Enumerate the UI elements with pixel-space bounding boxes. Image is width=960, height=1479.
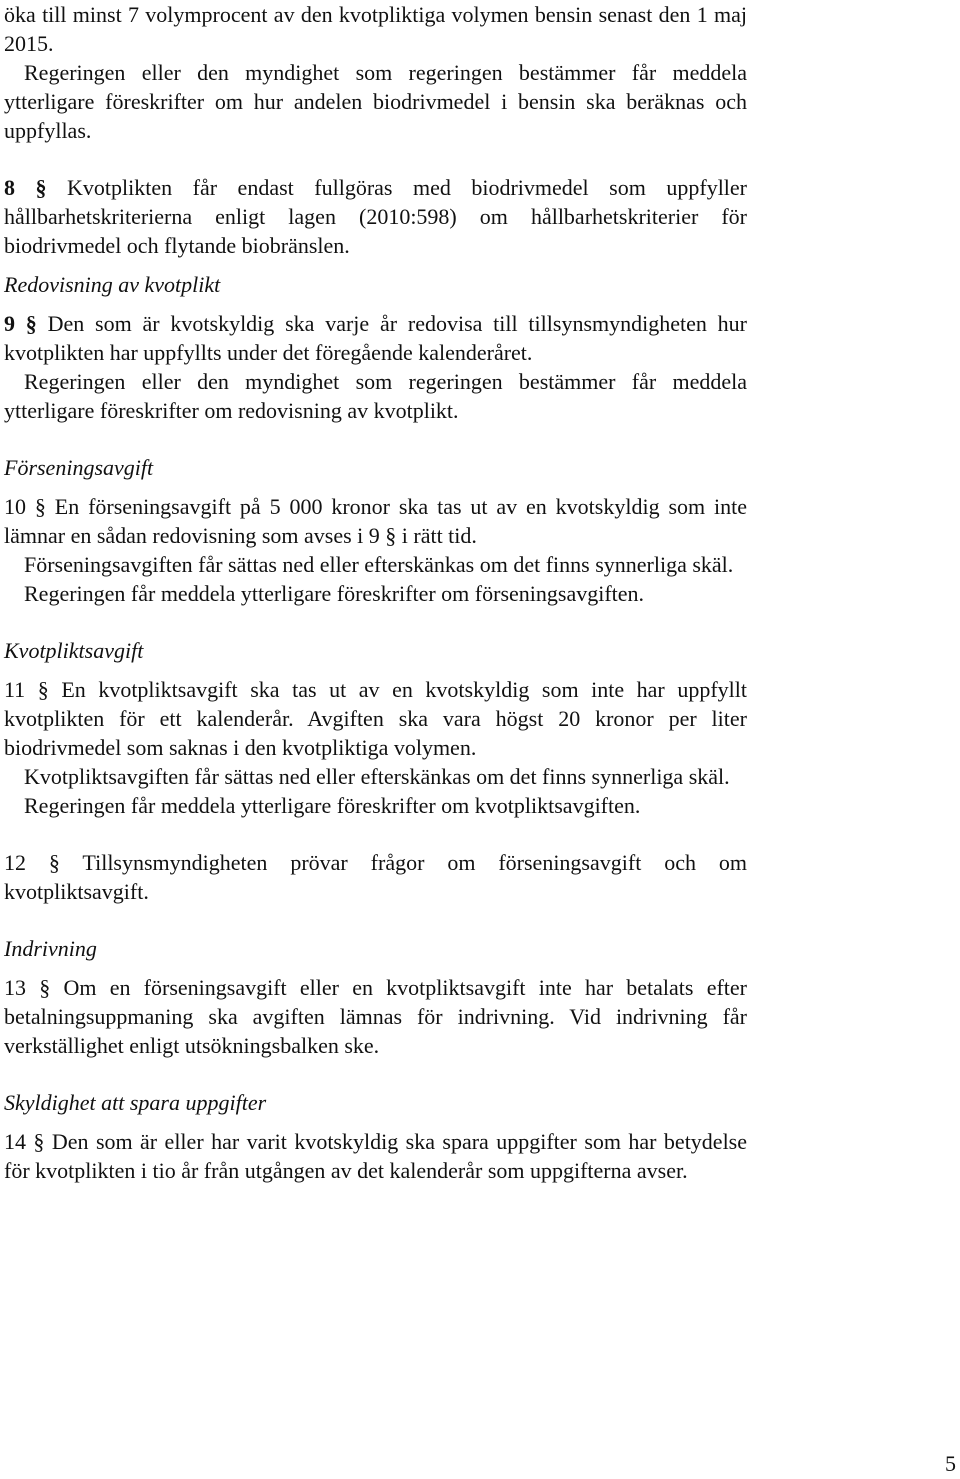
- section-12: [4, 848, 747, 906]
- heading-forseningsavgift: Förseningsavgift: [4, 455, 154, 480]
- section-8-number: 8 §: [4, 175, 47, 200]
- section-11-paragraph-2: Kvotpliktsavgiften får sättas ned eller efterskänkas om det finns synnerliga skäl.: [24, 764, 730, 789]
- section-9-text: Den som är kvotskyldig ska varje år redovisa till tillsynsmyndigheten hur kvotplikten har uppfyllts under det föregående kalenderåret.: [4, 311, 747, 365]
- intro-paragraph-2: Regeringen eller den myndighet som regeringen bestämmer får meddela ytterligare föreskrifter om hur andelen biodrivmedel i bensin ska beräknas och uppfyllas.: [4, 60, 747, 143]
- intro-paragraph-1: öka till minst 7 volymprocent av den kvotpliktiga volymen bensin senast den 1 maj 2015.: [4, 2, 747, 56]
- heading-redovisning: Redovisning av kvotplikt: [4, 272, 221, 297]
- section-14: [4, 1127, 747, 1185]
- section-9-number: 9 §: [4, 311, 37, 336]
- section-10-number: 10 §: [4, 494, 46, 519]
- section-9-paragraph-2: Regeringen eller den myndighet som regeringen bestämmer får meddela ytterligare föreskrifter om redovisning av kvotplikt.: [4, 369, 747, 423]
- document-page: [4, 0, 747, 1185]
- section-13-number: 13 §: [4, 975, 51, 1000]
- page-number: 5: [945, 1451, 956, 1476]
- section-12-number: 12 §: [4, 850, 60, 875]
- section-11-paragraph-3: Regeringen får meddela ytterligare föreskrifter om kvotpliktsavgiften.: [24, 793, 641, 818]
- section-13: [4, 973, 747, 1060]
- heading-skyldighet: Skyldighet att spara uppgifter: [4, 1090, 267, 1115]
- section-8: [4, 173, 747, 260]
- section-12-text: Tillsynsmyndigheten prövar frågor om förseningsavgift och om kvotpliktsavgift.: [4, 850, 748, 904]
- section-8-text: Kvotplikten får endast fullgöras med biodrivmedel som uppfyller hållbarhetskriterierna enligt lagen (2010:598) om hållbarhetskriterier för biodrivmedel och flytande biobränslen.: [4, 175, 748, 258]
- heading-indrivning: Indrivning: [4, 936, 97, 961]
- section-11-text: En kvotpliktsavgift ska tas ut av en kvotskyldig som inte har uppfyllt kvotplikten för ett kalenderår. Avgiften ska vara högst 20 kronor per liter biodrivmedel som saknas i den kvotpliktiga volymen.: [4, 677, 747, 760]
- section-10-paragraph-3: Regeringen får meddela ytterligare föreskrifter om förseningsavgiften.: [24, 581, 645, 606]
- section-14-text: Den som är eller har varit kvotskyldig ska spara uppgifter som har betydelse för kvotplikten i tio år från utgången av det kalenderår som uppgifterna avser.: [4, 1129, 748, 1183]
- section-11-number: 11 §: [4, 677, 49, 702]
- section-13-text: Om en förseningsavgift eller en kvotpliktsavgift inte har betalats efter betalningsuppmaning ska avgiften lämnas för indrivning. Vid indrivning får verkställighet enligt utsökningsbalken ske.: [4, 975, 747, 1058]
- section-10-paragraph-2: Förseningsavgiften får sättas ned eller efterskänkas om det finns synnerliga skäl.: [24, 552, 734, 577]
- section-9: [4, 309, 747, 367]
- heading-kvotpliktsavgift: Kvotpliktsavgift: [4, 638, 144, 663]
- section-14-number: 14 §: [4, 1129, 45, 1154]
- section-10-text: En förseningsavgift på 5 000 kronor ska tas ut av en kvotskyldig som inte lämnar en sådan redovisning som avses i 9 § i rätt tid.: [4, 494, 748, 548]
- section-10: [4, 492, 747, 550]
- section-11: [4, 675, 747, 762]
